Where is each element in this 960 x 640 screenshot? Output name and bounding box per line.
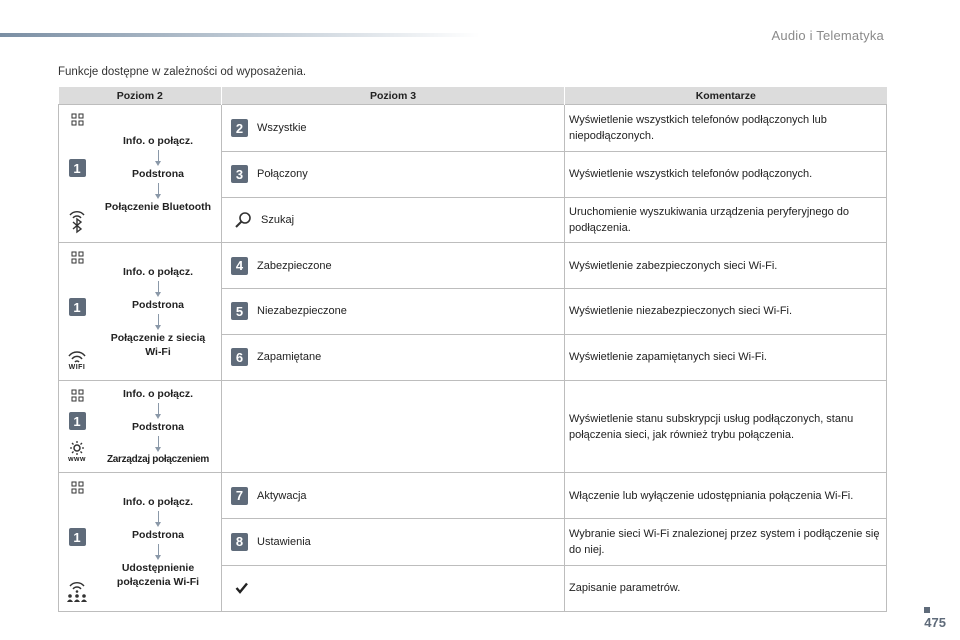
step-label: Info. o połącz. xyxy=(123,387,193,400)
step-arrow xyxy=(158,403,159,415)
level-3-cell xyxy=(222,105,565,152)
step-arrow xyxy=(158,436,159,448)
step-label: Podstrona xyxy=(132,420,184,433)
level-3-cell xyxy=(222,473,565,519)
comment-text: Uruchomienie wyszukiwania urządzenia peryferyjnego do podłączenia. xyxy=(569,205,850,234)
step-arrow xyxy=(158,150,159,162)
wifi-icon xyxy=(66,350,88,364)
step-arrow xyxy=(158,511,159,523)
step-badge: 7 xyxy=(231,487,248,505)
comment-text: Wyświetlenie stanu subskrypcji usług podłączonych, stanu połączenia sieci, jak również trybu połączenia. xyxy=(569,412,854,441)
step-label: Udostępnienie połączenia Wi-Fi xyxy=(116,562,200,588)
level-2-icons xyxy=(59,105,95,242)
level-3-cell xyxy=(222,565,565,611)
level-2-icons xyxy=(59,381,95,472)
step-badge: 1 xyxy=(69,159,86,177)
comment-text: Wyświetlenie niezabezpieczonych sieci Wi-Fi. xyxy=(569,305,793,318)
comment-cell xyxy=(565,334,887,380)
table-row xyxy=(59,473,887,519)
bluetooth-icon xyxy=(66,210,88,234)
functions-table xyxy=(58,87,887,612)
section-title: Audio i Telematyka xyxy=(771,28,884,43)
comment-text: Wyświetlenie wszystkich telefonów podłączonych. xyxy=(569,168,813,181)
step-badge: 1 xyxy=(69,528,86,546)
table-row xyxy=(59,243,887,289)
step-label: Podstrona xyxy=(132,167,184,180)
step-badge: 5 xyxy=(231,302,248,320)
comment-cell xyxy=(565,289,887,334)
comment-cell xyxy=(565,105,887,152)
grid-icon xyxy=(71,251,84,264)
hotspot-icon xyxy=(66,580,88,603)
step-arrow xyxy=(158,314,159,326)
comment-cell xyxy=(565,197,887,242)
step-badge: 3 xyxy=(231,165,248,183)
level-3-label: Ustawienia xyxy=(257,535,311,548)
grid-icon xyxy=(71,389,84,402)
step-badge: 8 xyxy=(231,533,248,551)
www-icon xyxy=(66,440,88,456)
level-3-label: Zapamiętane xyxy=(257,351,322,364)
search-icon xyxy=(234,211,251,228)
page-number: 475 xyxy=(924,615,946,630)
header-level-2: Poziom 2 xyxy=(59,87,222,105)
step-label: Połączenie z siecią Wi-Fi xyxy=(110,331,206,358)
step-arrow xyxy=(158,281,159,293)
level-2-steps xyxy=(95,243,221,380)
table-header-row xyxy=(59,87,887,105)
grid-icon xyxy=(71,481,84,494)
step-arrow xyxy=(158,544,159,556)
level-2-steps xyxy=(95,381,221,472)
comment-cell xyxy=(565,152,887,197)
step-badge: 1 xyxy=(69,298,86,316)
comment-text: Wybranie sieci Wi-Fi znalezionej przez system i podłączenie się do niej. xyxy=(569,527,880,556)
level-2-cell xyxy=(59,105,222,243)
level-2-icons xyxy=(59,473,95,611)
level-3-cell xyxy=(222,197,565,242)
level-2-steps xyxy=(95,473,221,611)
level-3-cell xyxy=(222,519,565,565)
comment-cell xyxy=(565,519,887,565)
level-3-cell xyxy=(222,152,565,197)
header-accent-bar xyxy=(0,33,480,37)
comment-text: Wyświetlenie zapamiętanych sieci Wi-Fi. xyxy=(569,351,767,364)
comment-text: Zapisanie parametrów. xyxy=(569,582,681,595)
comment-text: Włączenie lub wyłączenie udostępniania połączenia Wi-Fi. xyxy=(569,489,854,502)
grid-icon xyxy=(71,113,84,126)
level-2-cell xyxy=(59,381,222,473)
step-label: Info. o połącz. xyxy=(123,496,193,508)
table-row xyxy=(59,105,887,152)
level-3-cell xyxy=(222,334,565,380)
level-2-cell xyxy=(59,473,222,612)
icon-caption: www xyxy=(68,456,86,463)
level-2-steps xyxy=(95,105,221,242)
comment-cell xyxy=(565,381,887,473)
level-3-label: Szukaj xyxy=(261,213,295,226)
comment-cell xyxy=(565,243,887,289)
step-label: Połączenie Bluetooth xyxy=(104,200,212,213)
step-label: Zarządzaj połączeniem xyxy=(106,453,210,465)
level-2-cell xyxy=(59,243,222,381)
level-3-cell xyxy=(222,243,565,289)
step-arrow xyxy=(158,183,159,195)
table-row xyxy=(59,381,887,473)
level-3-label: Wszystkie xyxy=(257,122,307,135)
comment-cell xyxy=(565,565,887,611)
level-3-cell xyxy=(222,381,565,473)
step-badge: 4 xyxy=(231,257,248,275)
level-3-cell xyxy=(222,289,565,334)
header-level-3: Poziom 3 xyxy=(222,87,565,105)
step-label: Podstrona xyxy=(132,529,184,541)
level-3-label: Aktywacja xyxy=(257,489,307,502)
step-label: Info. o połącz. xyxy=(123,265,193,278)
comment-text: Wyświetlenie zabezpieczonych sieci Wi-Fi. xyxy=(569,259,778,272)
step-label: Info. o połącz. xyxy=(123,134,193,147)
intro-text: Funkcje dostępne w zależności od wyposażenia. xyxy=(58,66,307,78)
step-badge: 1 xyxy=(69,412,86,430)
step-badge: 2 xyxy=(231,119,248,137)
level-3-label: Niezabezpieczone xyxy=(257,305,347,318)
level-3-label: Zabezpieczone xyxy=(257,259,332,272)
icon-caption: WIFI xyxy=(68,364,86,371)
header-comments: Komentarze xyxy=(565,87,887,105)
level-3-label: Połączony xyxy=(257,168,308,181)
level-2-icons xyxy=(59,243,95,380)
comment-cell xyxy=(565,473,887,519)
comment-text: Wyświetlenie wszystkich telefonów podłączonych lub niepodłączonych. xyxy=(569,114,827,143)
step-label: Podstrona xyxy=(132,298,184,311)
step-badge: 6 xyxy=(231,348,248,366)
checkmark-icon xyxy=(235,582,249,594)
page-marker xyxy=(924,607,930,613)
